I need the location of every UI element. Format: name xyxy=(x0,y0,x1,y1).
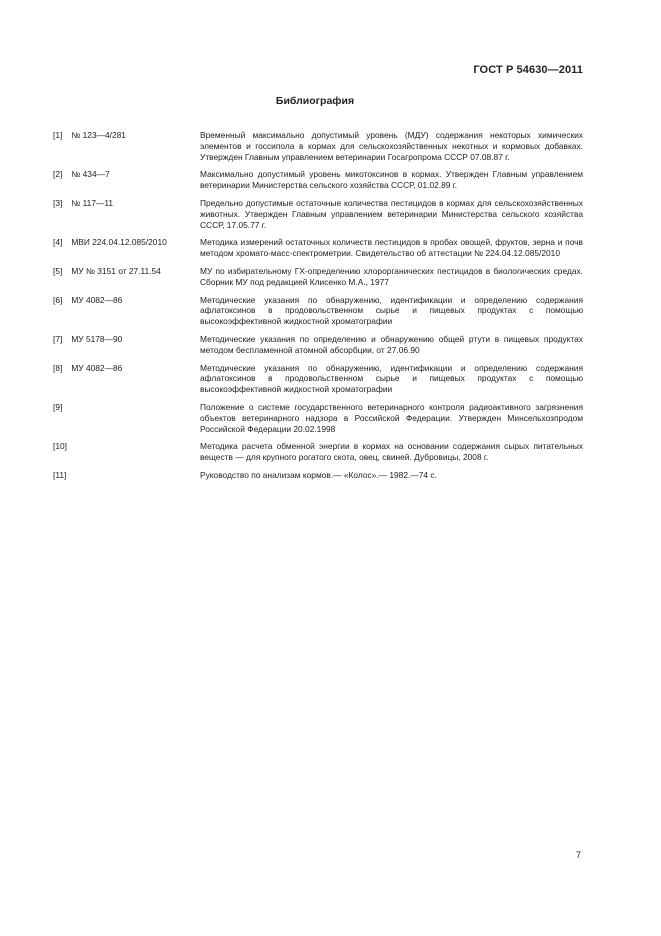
entry-description: Временный максимально допустимый уровень (МДУ) содержания некоторых химических элементов и госсипола в кормах для сельскохозяйственных некотных и кормовых добавках. Утвержден Главным управлением ветеринарии Госагропрома СССР 07.08.87 г. xyxy=(200,130,583,162)
entry-description: Методические указания по обнаружению, идентификации и определению содержания афлатоксинов в продовольственном сырье и пищевых продуктах с помощью высокоэффективной жидкостной хроматографии xyxy=(200,362,583,395)
entry-description: Методика измерений остаточных количеств пестицидов в пробах овощей, фруктов, зерна и почв методом хромато-масс-спектрометрии. Свидетельство об аттестации № 224.04.12.085/2010 xyxy=(200,237,583,259)
entry-reference xyxy=(53,169,200,191)
entry-reference xyxy=(53,470,200,481)
bibliography-entry xyxy=(53,169,583,191)
entry-description: Методические указания по обнаружению, идентификации и определению содержания афлатоксинов в продовольственном сырье и пищевых продуктах с помощью высокоэффективной жидкостной хроматографии xyxy=(200,294,583,327)
entry-reference xyxy=(53,334,200,356)
page-number: 7 xyxy=(575,850,581,860)
entry-reference xyxy=(53,295,200,327)
entry-reference xyxy=(53,266,200,288)
entry-description: Предельно допустимые остаточные количества пестицидов в кормах для сельскохозяйственных животных. Утвержден Главным управлением ветеринарии Министерства сельского хозяйства СССР, 17.05.77 г. xyxy=(200,197,583,230)
document-id: ГОСТ Р 54630—2011 xyxy=(473,64,583,76)
bibliography-entry xyxy=(53,198,583,230)
entry-number: [5] xyxy=(53,265,63,276)
entry-description: Руководство по анализам кормов.— «Колос».— 1982.—74 с. xyxy=(200,469,437,480)
bibliography-entry xyxy=(53,470,583,481)
page-title: Библиография xyxy=(275,95,355,107)
bibliography-entry xyxy=(53,363,583,395)
entry-description: Методика расчета обменной энергии в кормах на основании содержания сырых питательных веществ — для крупного рогатого скота, овец, свиней. Дубровицы, 2008 г. xyxy=(200,441,583,463)
entry-code: № 117—11 xyxy=(71,197,114,208)
entry-number: [9] xyxy=(53,401,63,412)
entry-description: МУ по избирательному ГХ-определению хлорорганических пестицидов в биологических средах. Сборник МУ под редакцией Клисенко М.А., 1977 xyxy=(200,265,583,287)
entry-number: [3] xyxy=(53,197,63,208)
entry-code: МВИ 224.04.12.085/2010 xyxy=(71,237,167,248)
entry-code: № 123—4/281 xyxy=(71,130,126,140)
entry-code: № 434—7 xyxy=(71,169,110,180)
entry-reference xyxy=(53,363,200,395)
entry-number: [8] xyxy=(53,362,63,373)
entry-description: Методические указания по определению и обнаружению общей ртути в пищевых продуктах методом беспламенной атомной абсорбции, от 27.06.90 xyxy=(200,333,583,355)
entry-number: [7] xyxy=(53,333,63,344)
entry-description: Максимально допустимый уровень микотоксинов в кормах. Утвержден Главным управлением ветеринарии Министерства сельского хозяйства СССР, 01.02.89 г. xyxy=(200,169,583,191)
entry-reference xyxy=(53,130,200,162)
entry-reference xyxy=(53,441,200,463)
entry-code: МУ 4082—86 xyxy=(71,362,123,373)
bibliography-entry xyxy=(53,237,583,259)
bibliography-entry xyxy=(53,441,583,463)
entry-reference xyxy=(53,198,200,230)
entry-reference xyxy=(53,402,200,434)
bibliography-entry xyxy=(53,266,583,288)
bibliography-entry xyxy=(53,295,583,327)
entry-code: МУ 5178—90 xyxy=(71,333,123,344)
entry-number: [2] xyxy=(53,169,63,180)
entry-number: [10] xyxy=(53,441,67,452)
entry-code: МУ 4082—86 xyxy=(71,294,123,305)
entry-number: [6] xyxy=(53,294,63,305)
bibliography-entry xyxy=(53,130,583,162)
bibliography-entry xyxy=(53,334,583,356)
entry-number: [1] xyxy=(53,130,63,140)
entry-number: [11] xyxy=(53,469,67,480)
entry-code: МУ № 3151 от 27.11.54 xyxy=(71,265,161,276)
bibliography-list xyxy=(53,130,583,488)
entry-description: Положение о системе государственного ветеринарного контроля радиоактивного загрязнения объектов ветеринарного надзора в Российской Федерации. Утвержден Минсельхозпродом Российской Федерации 20.02.1998 xyxy=(200,401,583,434)
entry-reference xyxy=(53,237,200,259)
bibliography-entry xyxy=(53,402,583,434)
entry-number: [4] xyxy=(53,237,63,248)
